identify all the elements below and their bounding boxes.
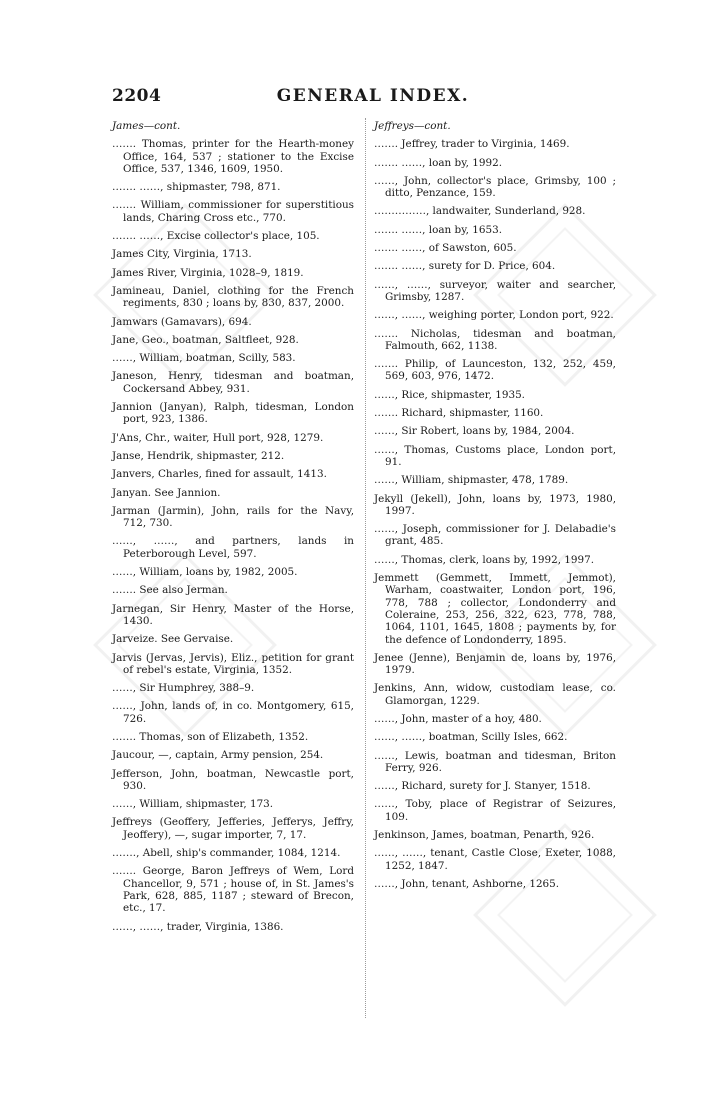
- index-entry: ……, William, shipmaster, 173.: [112, 798, 274, 811]
- entry-list: [112, 138, 354, 933]
- index-entry: Janse, Hendrik, shipmaster, 212.: [112, 449, 285, 462]
- index-entry: ……. ……, Excise collector's place, 105.: [112, 230, 320, 243]
- index-entry: ……, Sir Robert, loans by, 1984, 2004.: [374, 425, 575, 438]
- index-entry: ……. George, Baron Jeffreys of Wem, Lord Chancellor, 9, 571 ; house of, in St. James's Park, 628, 885, 1187 ; steward of Brecon, etc., 17.: [112, 865, 354, 915]
- index-entry: Jarnegan, Sir Henry, Master of the Horse, 1430.: [112, 602, 354, 627]
- index-column-left: [112, 120, 354, 939]
- index-entry: ……, William, shipmaster, 478, 1789.: [374, 474, 569, 487]
- index-entry: Jemmett (Gemmett, Immett, Jemmot), Warham, coastwaiter, London port, 196, 778, 788 ; collector, Londonderry and Coleraine, 253, 256, 322, 623, 778, 788, 1064, 1101, 1645, 1808 ; payments by, for the defence of Londonderry, 1895.: [374, 572, 616, 646]
- index-entry: Jenkinson, James, boatman, Penarth, 926.: [374, 829, 595, 842]
- index-entry: ……, ……, boatman, Scilly Isles, 662.: [374, 731, 568, 744]
- index-entry: Jarveize. See Gervaise.: [112, 633, 234, 646]
- index-entry: ……, ……, and partners, lands in Peterborough Level, 597.: [112, 535, 354, 560]
- index-entry: Janeson, Henry, tidesman and boatman, Cockersand Abbey, 931.: [112, 370, 354, 395]
- index-entry: Jaucour, —, captain, Army pension, 254.: [112, 749, 324, 762]
- index-entry: ……. Thomas, printer for the Hearth-money Office, 164, 537 ; stationer to the Excise Office, 537, 1346, 1609, 1950.: [112, 138, 354, 175]
- index-entry: ……, John, tenant, Ashborne, 1265.: [374, 877, 560, 890]
- index-entry: Jeffreys (Geoffery, Jefferies, Jefferys, Jeffry, Jeoffery), —, sugar importer, 7, 17.: [112, 816, 354, 841]
- index-entry: ……. Nicholas, tidesman and boatman, Falmouth, 662, 1138.: [374, 327, 616, 352]
- index-entry: ……. Richard, shipmaster, 1160.: [374, 407, 544, 420]
- entry-list: [374, 138, 616, 890]
- index-entry: James City, Virginia, 1713.: [112, 248, 252, 261]
- index-entry: Jannion (Janyan), Ralph, tidesman, London port, 923, 1386.: [112, 401, 354, 426]
- index-entry: Jane, Geo., boatman, Saltfleet, 928.: [112, 333, 299, 346]
- index-entry: Jekyll (Jekell), John, loans by, 1973, 1980, 1997.: [374, 492, 616, 517]
- index-entry: ……, ……, weighing porter, London port, 922.: [374, 309, 614, 322]
- index-entry: ……., Abell, ship's commander, 1084, 1214.: [112, 847, 341, 860]
- continued-heading: James—cont.: [112, 120, 181, 132]
- index-entry: ……. ……, loan by, 1653.: [374, 223, 503, 236]
- index-entry: ……, John, lands of, in co. Montgomery, 615, 726.: [112, 700, 354, 725]
- index-entry: ……. ……, surety for D. Price, 604.: [374, 260, 556, 273]
- index-entry: ……, Lewis, boatman and tidesman, Briton Ferry, 926.: [374, 749, 616, 774]
- index-entry: ……, Thomas, clerk, loans by, 1992, 1997.: [374, 553, 595, 566]
- continued-heading: Jeffreys—cont.: [374, 120, 451, 132]
- index-entry: ……. ……, of Sawston, 605.: [374, 242, 517, 255]
- index-entry: ……, Sir Humphrey, 388–9.: [112, 682, 255, 695]
- index-entry: Jamineau, Daniel, clothing for the French regiments, 830 ; loans by, 830, 837, 2000.: [112, 284, 354, 310]
- index-entry: James River, Virginia, 1028–9, 1819.: [112, 266, 304, 279]
- index-entry: ……, ……, tenant, Castle Close, Exeter, 1088, 1252, 1847.: [374, 847, 616, 872]
- index-entry: ……, Joseph, commissioner for J. Delabadie's grant, 485.: [374, 523, 616, 548]
- index-entry: J'Ans, Chr., waiter, Hull port, 928, 1279.: [112, 431, 324, 444]
- index-entry: Jenkins, Ann, widow, custodiam lease, co. Glamorgan, 1229.: [374, 682, 616, 707]
- index-entry: ……, John, collector's place, Grimsby, 100 ; ditto, Penzance, 159.: [374, 174, 616, 200]
- index-entry: ……, Richard, surety for J. Stanyer, 1518.: [374, 780, 591, 793]
- index-entry: ……. ……, shipmaster, 798, 871.: [112, 181, 281, 194]
- index-entry: ……, William, loans by, 1982, 2005.: [112, 566, 298, 579]
- index-entry: ……. See also Jerman.: [112, 584, 228, 597]
- page-number: 2204: [112, 86, 162, 106]
- index-entry: ……, William, boatman, Scilly, 583.: [112, 352, 296, 365]
- index-entry: Janyan. See Jannion.: [112, 486, 221, 499]
- index-entry: ……, ……, trader, Virginia, 1386.: [112, 920, 284, 933]
- index-entry: Janvers, Charles, fined for assault, 1413.: [112, 468, 327, 481]
- index-entry: ……………, landwaiter, Sunderland, 928.: [374, 205, 586, 218]
- column-divider: [365, 118, 366, 1018]
- page-title: GENERAL INDEX.: [276, 86, 470, 106]
- index-entry: ……, ……, surveyor, waiter and searcher, Grimsby, 1287.: [374, 278, 616, 303]
- index-entry: ……. Thomas, son of Elizabeth, 1352.: [112, 730, 309, 743]
- index-entry: ……, Toby, place of Registrar of Seizures, 109.: [374, 798, 616, 823]
- index-entry: ……. Jeffrey, trader to Virginia, 1469.: [374, 138, 570, 151]
- index-entry: ……. William, commissioner for superstitious lands, Charing Cross etc., 770.: [112, 199, 354, 224]
- index-entry: ……, John, master of a hoy, 480.: [374, 712, 542, 725]
- index-entry: Jefferson, John, boatman, Newcastle port, 930.: [112, 767, 354, 792]
- index-entry: ……, Thomas, Customs place, London port, 91.: [374, 443, 616, 468]
- index-entry: ……, Rice, shipmaster, 1935.: [374, 388, 525, 401]
- index-entry: ……. ……, loan by, 1992.: [374, 156, 503, 169]
- index-entry: Jarvis (Jervas, Jervis), Eliz., petition for grant of rebel's estate, Virginia, 1352.: [112, 651, 354, 676]
- index-entry: ……. Philip, of Launceston, 132, 252, 459, 569, 603, 976, 1472.: [374, 358, 616, 383]
- page-header: [112, 86, 634, 114]
- index-entry: Jarman (Jarmin), John, rails for the Navy, 712, 730.: [112, 504, 354, 530]
- index-entry: Jenee (Jenne), Benjamin de, loans by, 1976, 1979.: [374, 651, 616, 677]
- index-column-right: [374, 120, 616, 896]
- index-entry: Jamwars (Gamavars), 694.: [112, 315, 252, 328]
